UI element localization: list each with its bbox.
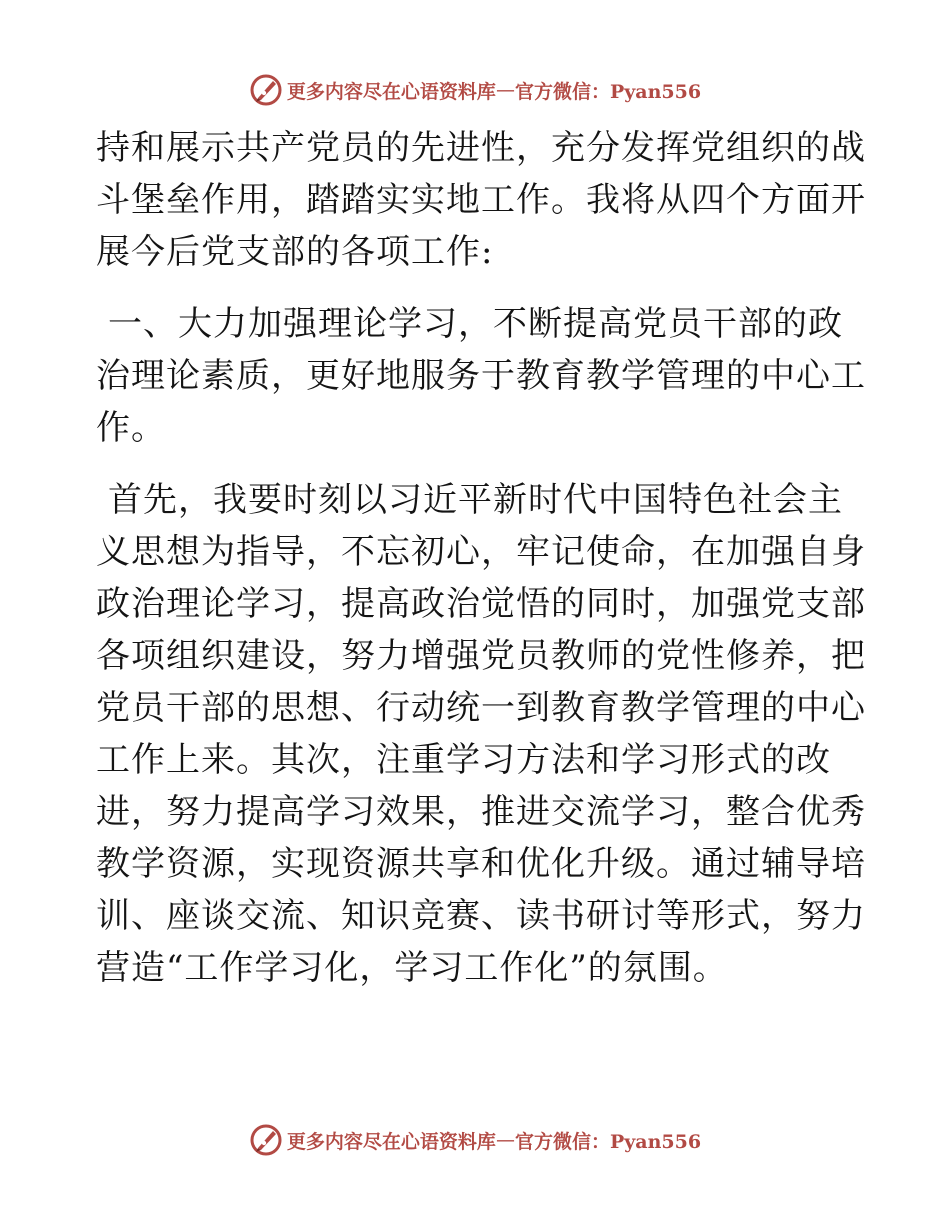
paragraph-1: [96, 122, 866, 278]
wechat-text: 官方微信：Pyan556: [514, 1130, 702, 1153]
paragraph-2-heading: [96, 298, 866, 454]
pen-logo-icon: [249, 1123, 283, 1157]
text-line: 首先，我要时刻以习近平新时代中国特色社会主: [108, 480, 843, 520]
text-line: 斗堡垒作用，踏踏实实地工作。我将从四个方面开: [96, 180, 866, 220]
banner-separator: —: [495, 1129, 515, 1151]
text-line: 党员干部的思想、行动统一到教育教学管理的中心: [96, 688, 866, 728]
text-line: 各项组织建设，努力增强党员教师的党性修养，把: [96, 636, 866, 676]
document-body: [96, 122, 866, 994]
text-line: 义思想为指导，不忘初心，牢记使命，在加强自身: [96, 532, 866, 572]
pen-logo-icon: [249, 73, 283, 107]
promo-text: 更多内容尽在心语资料库: [286, 1130, 496, 1153]
text-line: 营造“工作学习化，学习工作化”的氛围。: [96, 948, 728, 988]
text-line: 治理论素质，更好地服务于教育教学管理的中心工: [96, 356, 866, 396]
text-line: 作。: [96, 408, 166, 448]
header-banner: [0, 70, 950, 110]
text-line: 一、大力加强理论学习，不断提高党员干部的政: [108, 304, 843, 344]
text-line: 政治理论学习，提高政治觉悟的同时，加强党支部: [96, 584, 866, 624]
banner-separator: —: [495, 79, 515, 101]
text-line: 展今后党支部的各项工作:: [96, 232, 494, 272]
text-line: 教学资源，实现资源共享和优化升级。通过辅导培: [96, 844, 866, 884]
wechat-text: 官方微信：Pyan556: [514, 80, 702, 103]
text-line: 工作上来。其次，注重学习方法和学习形式的改: [96, 740, 831, 780]
text-line: 持和展示共产党员的先进性，充分发挥党组织的战: [96, 128, 866, 168]
paragraph-3: [96, 474, 866, 994]
promo-text: 更多内容尽在心语资料库: [286, 80, 496, 103]
text-line: 进，努力提高学习效果，推进交流学习，整合优秀: [96, 792, 866, 832]
footer-banner: [0, 1120, 950, 1160]
text-line: 训、座谈交流、知识竞赛、读书研讨等形式，努力: [96, 896, 866, 936]
